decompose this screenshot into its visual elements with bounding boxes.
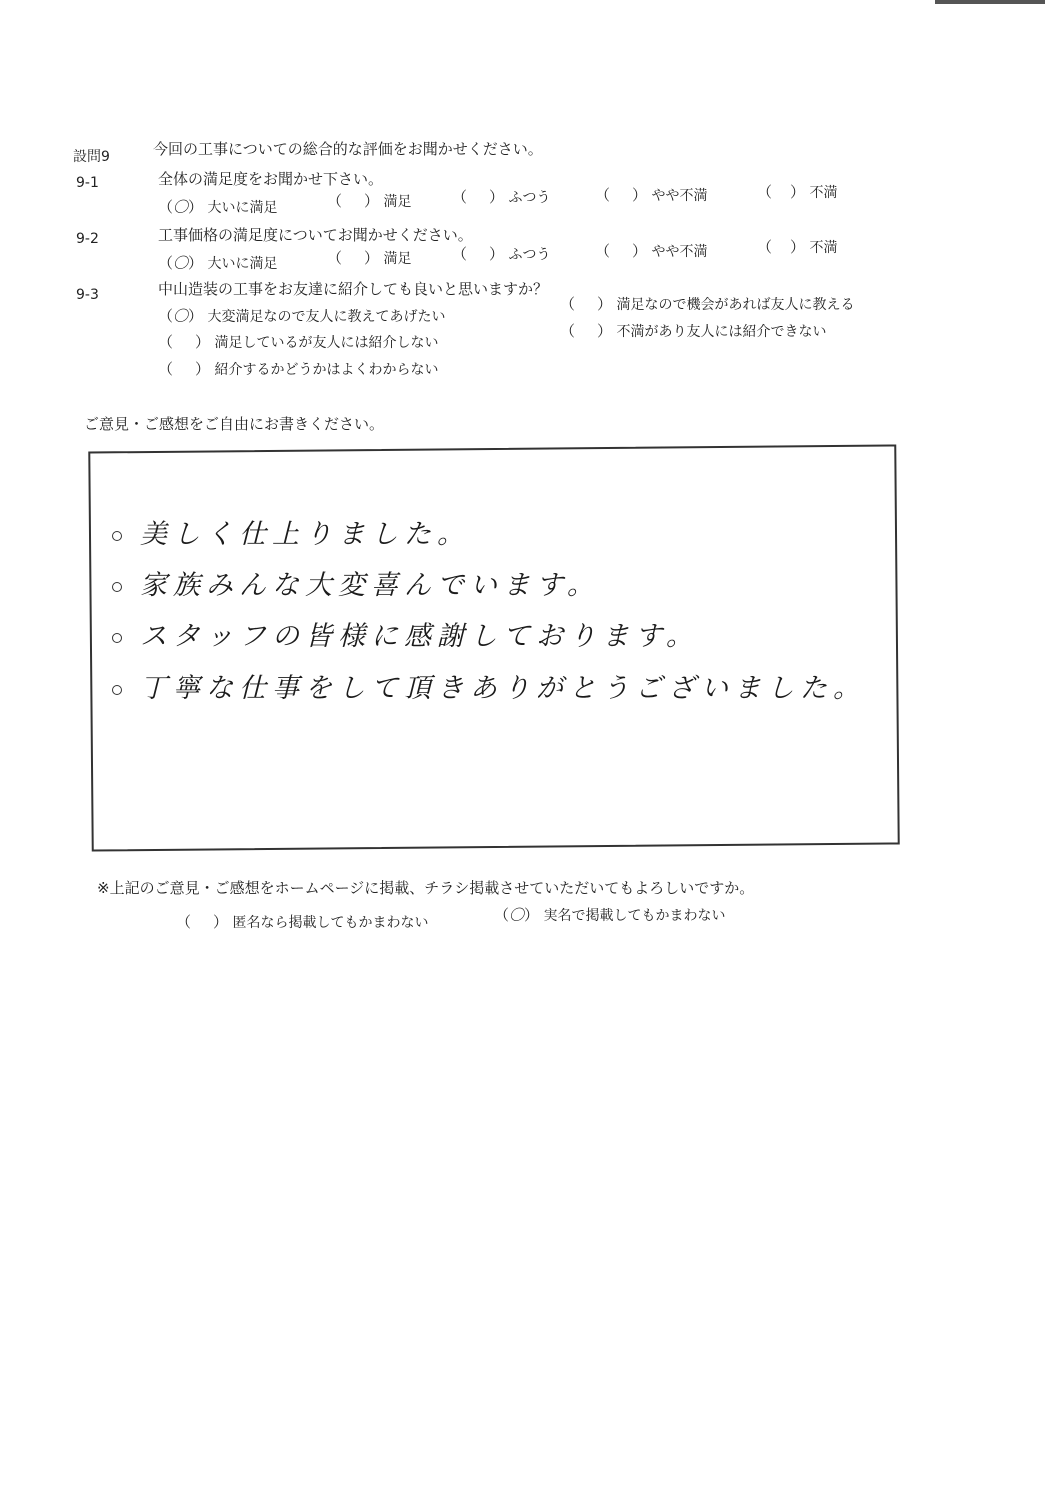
open-paren: （: [452, 245, 468, 263]
question-text-9-1: 全体の満足度をお聞かせ下さい。: [158, 170, 384, 188]
open-paren: （: [176, 913, 192, 931]
close-paren: ）: [195, 333, 211, 351]
close-paren: ）: [597, 322, 613, 340]
circle-mark: 〇: [509, 906, 525, 924]
open-paren: （: [158, 360, 174, 378]
option-9-1-0[interactable]: [158, 196, 278, 217]
close-paren: ）: [188, 198, 204, 216]
option-9-1-4[interactable]: [757, 181, 837, 202]
close-paren: ）: [213, 913, 229, 931]
comment-text: 丁寧な仕事をして頂きありがとうございました。: [140, 673, 866, 704]
comment-line: [112, 614, 699, 653]
open-paren: （: [757, 238, 773, 256]
close-paren: ）: [632, 186, 648, 204]
option-9-3-3[interactable]: [560, 320, 826, 341]
close-paren: ）: [489, 188, 505, 206]
option-label: 紹介するかどうかはよくわからない: [214, 362, 439, 378]
option-label: 大変満足なので友人に教えてあげたい: [207, 309, 446, 325]
option-9-2-1[interactable]: [327, 247, 411, 268]
close-paren: ）: [195, 360, 211, 378]
comment-text: 美しく仕上りました。: [140, 519, 470, 550]
open-paren: （: [158, 254, 174, 272]
option-label: 大いに満足: [207, 200, 278, 216]
circle-mark: 〇: [173, 307, 189, 325]
publish-option-anonymous[interactable]: [176, 911, 428, 932]
comment-line: [112, 512, 470, 551]
option-label: 満足しているが友人には紹介しない: [214, 335, 439, 351]
open-paren: （: [560, 322, 576, 340]
publish-question: ※上記のご意見・ご感想をホームページに掲載、チラシ掲載させていただいてもよろしいですか。: [97, 879, 755, 897]
close-paren: ）: [790, 183, 806, 201]
open-paren: （: [327, 192, 343, 210]
option-9-3-2[interactable]: [158, 331, 438, 352]
close-paren: ）: [364, 192, 380, 210]
option-9-3-4[interactable]: [158, 358, 438, 379]
open-paren: （: [158, 333, 174, 351]
option-label: 不満があり友人には紹介できない: [616, 324, 827, 340]
close-paren: ）: [188, 254, 204, 272]
option-9-2-2[interactable]: [452, 243, 550, 264]
option-9-3-0[interactable]: [158, 305, 446, 326]
publish-option-real-name[interactable]: [494, 904, 726, 925]
comments-prompt: ご意見・ご感想をご自由にお書きください。: [84, 415, 385, 433]
option-9-2-4[interactable]: [757, 236, 837, 257]
comment-line: [112, 563, 600, 602]
close-paren: ）: [632, 242, 648, 260]
bullet-icon: [112, 633, 122, 643]
option-label: やや不満: [651, 188, 708, 204]
close-paren: ）: [364, 249, 380, 267]
option-label: 不満: [809, 240, 838, 256]
open-paren: （: [158, 198, 174, 216]
option-label: 満足なので機会があれば友人に教える: [616, 297, 855, 313]
open-paren: （: [494, 906, 510, 924]
open-paren: （: [595, 186, 611, 204]
question-text: 今回の工事についての総合的な評価をお聞かせください。: [153, 140, 543, 158]
option-label: ふつう: [508, 247, 551, 263]
question-text-9-2: 工事価格の満足度についてお聞かせください。: [158, 226, 473, 244]
close-paren: ）: [597, 295, 613, 313]
close-paren: ）: [524, 906, 540, 924]
question-number-9-3: 9-3: [76, 287, 99, 303]
option-label: 匿名なら掲載してもかまわない: [232, 915, 429, 931]
option-9-2-3[interactable]: [595, 240, 707, 261]
open-paren: （: [595, 242, 611, 260]
option-9-3-1[interactable]: [560, 293, 854, 314]
option-label: やや不満: [651, 244, 708, 260]
open-paren: （: [757, 183, 773, 201]
question-number-9-2: 9-2: [76, 231, 99, 247]
option-label: 満足: [383, 194, 412, 210]
bullet-icon: [112, 582, 122, 592]
option-label: 満足: [383, 251, 412, 267]
scan-edge-mark: [935, 0, 1045, 4]
option-9-1-1[interactable]: [327, 190, 411, 211]
question-number: 設問9: [73, 149, 110, 165]
close-paren: ）: [188, 307, 204, 325]
option-label: 不満: [809, 185, 838, 201]
open-paren: （: [327, 249, 343, 267]
close-paren: ）: [790, 238, 806, 256]
option-label: ふつう: [508, 190, 551, 206]
option-9-1-3[interactable]: [595, 184, 707, 205]
bullet-icon: [112, 531, 122, 541]
question-text-9-3: 中山造装の工事をお友達に紹介しても良いと思いますか？: [158, 280, 549, 298]
open-paren: （: [560, 295, 576, 313]
comment-text: スタッフの皆様に感謝しております。: [140, 621, 699, 652]
comment-text: 家族みんな大変喜んでいます。: [140, 570, 600, 601]
circle-mark: 〇: [173, 198, 189, 216]
open-paren: （: [452, 188, 468, 206]
circle-mark: 〇: [173, 254, 189, 272]
option-label: 実名で掲載してもかまわない: [543, 908, 726, 924]
option-9-2-0[interactable]: [158, 252, 278, 273]
option-9-1-2[interactable]: [452, 186, 550, 207]
question-number-9-1: 9-1: [76, 175, 99, 191]
open-paren: （: [158, 307, 174, 325]
option-label: 大いに満足: [207, 256, 278, 272]
comment-line: [112, 666, 866, 705]
close-paren: ）: [489, 245, 505, 263]
bullet-icon: [112, 685, 122, 695]
